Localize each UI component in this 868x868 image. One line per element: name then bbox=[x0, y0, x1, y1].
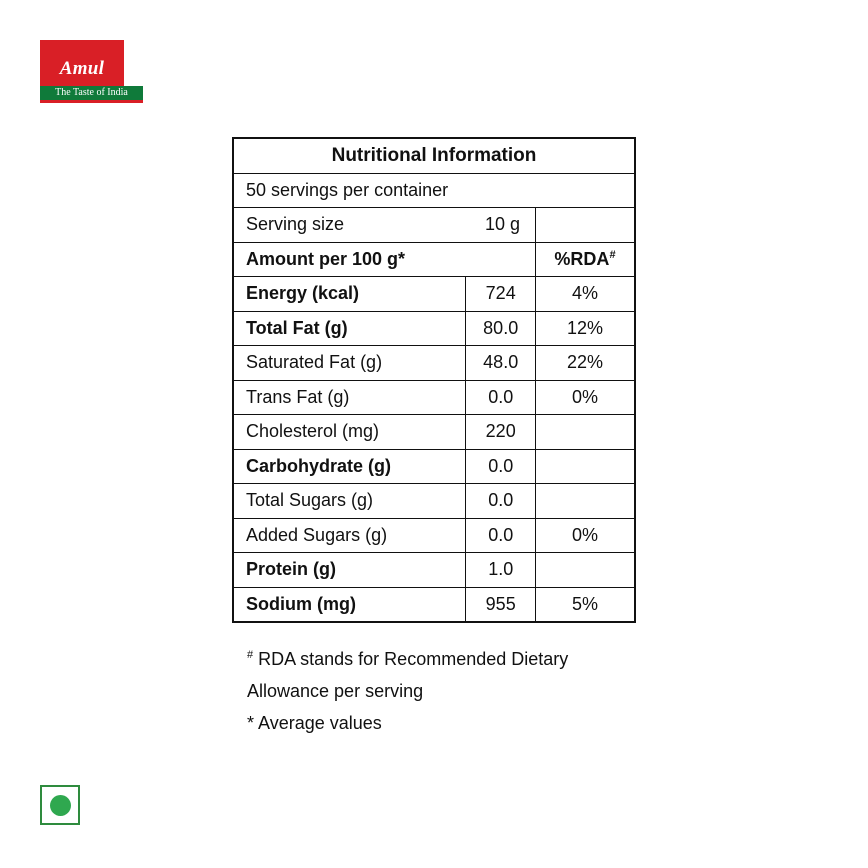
serving-size-label: Serving size bbox=[246, 214, 345, 235]
nutrient-rda: 22% bbox=[535, 346, 635, 381]
logo-red-block bbox=[40, 40, 124, 86]
nutrient-value: 48.0 bbox=[466, 346, 536, 381]
nutrient-label: Sodium (mg) bbox=[233, 587, 466, 622]
table-row bbox=[233, 587, 635, 622]
nutrient-rda: 0% bbox=[535, 518, 635, 553]
nutrient-rda: 4% bbox=[535, 277, 635, 312]
table-row bbox=[233, 415, 635, 450]
nutrient-label: Carbohydrate (g) bbox=[233, 449, 466, 484]
serving-size-empty bbox=[535, 208, 635, 243]
servings-row bbox=[233, 173, 635, 208]
nutrient-value: 1.0 bbox=[466, 553, 536, 588]
footnotes bbox=[247, 643, 568, 739]
nutrient-value: 0.0 bbox=[466, 449, 536, 484]
amount-label: Amount per 100 g* bbox=[233, 242, 535, 277]
table-title: Nutritional Information bbox=[233, 138, 635, 173]
amul-logo bbox=[40, 40, 143, 98]
serving-size-value: 10 g bbox=[485, 214, 521, 235]
table-row bbox=[233, 380, 635, 415]
nutrient-value: 0.0 bbox=[466, 484, 536, 519]
nutrient-label: Trans Fat (g) bbox=[233, 380, 466, 415]
amount-header-row bbox=[233, 242, 635, 277]
nutrient-label: Total Sugars (g) bbox=[233, 484, 466, 519]
nutrient-value: 0.0 bbox=[466, 518, 536, 553]
logo-tagline: The Taste of India bbox=[40, 86, 143, 100]
nutrient-rda bbox=[535, 553, 635, 588]
rda-note-line2: Allowance per serving bbox=[247, 681, 424, 701]
table-row bbox=[233, 484, 635, 519]
nutrient-label: Protein (g) bbox=[233, 553, 466, 588]
nutrient-rda bbox=[535, 415, 635, 450]
veg-symbol-icon bbox=[40, 785, 80, 825]
logo-brand-text: Amul bbox=[59, 58, 105, 79]
nutrient-value: 955 bbox=[466, 587, 536, 622]
nutrient-value: 220 bbox=[466, 415, 536, 450]
table-row bbox=[233, 311, 635, 346]
rda-note-sup: # bbox=[247, 649, 254, 661]
table-row bbox=[233, 449, 635, 484]
nutrient-rda bbox=[535, 484, 635, 519]
nutrient-value: 80.0 bbox=[466, 311, 536, 346]
serving-size-row bbox=[233, 208, 635, 243]
nutrient-label: Energy (kcal) bbox=[233, 277, 466, 312]
nutrient-rda: 5% bbox=[535, 587, 635, 622]
table-row bbox=[233, 518, 635, 553]
nutrient-rda: 12% bbox=[535, 311, 635, 346]
table-title-row bbox=[233, 138, 635, 173]
rda-note-text: RDA stands for Recommended Dietary bbox=[253, 649, 569, 669]
table-row bbox=[233, 553, 635, 588]
nutrient-label: Added Sugars (g) bbox=[233, 518, 466, 553]
rda-note-line1 bbox=[247, 643, 568, 675]
nutrient-label: Total Fat (g) bbox=[233, 311, 466, 346]
nutrient-value: 0.0 bbox=[466, 380, 536, 415]
nutrient-label: Cholesterol (mg) bbox=[233, 415, 466, 450]
nutrition-table bbox=[232, 137, 636, 623]
serving-size-cell bbox=[233, 208, 535, 243]
logo-underline bbox=[40, 100, 143, 103]
nutrient-value: 724 bbox=[466, 277, 536, 312]
rda-header-sup: # bbox=[609, 248, 616, 261]
table-row bbox=[233, 277, 635, 312]
rda-header-text: %RDA bbox=[554, 248, 610, 269]
nutrient-rda bbox=[535, 449, 635, 484]
rda-header bbox=[535, 242, 635, 277]
veg-dot-icon bbox=[50, 795, 71, 816]
average-note: * Average values bbox=[247, 713, 382, 733]
table-row bbox=[233, 346, 635, 381]
nutrient-label: Saturated Fat (g) bbox=[233, 346, 466, 381]
nutrient-rda: 0% bbox=[535, 380, 635, 415]
servings-text: 50 servings per container bbox=[233, 173, 635, 208]
